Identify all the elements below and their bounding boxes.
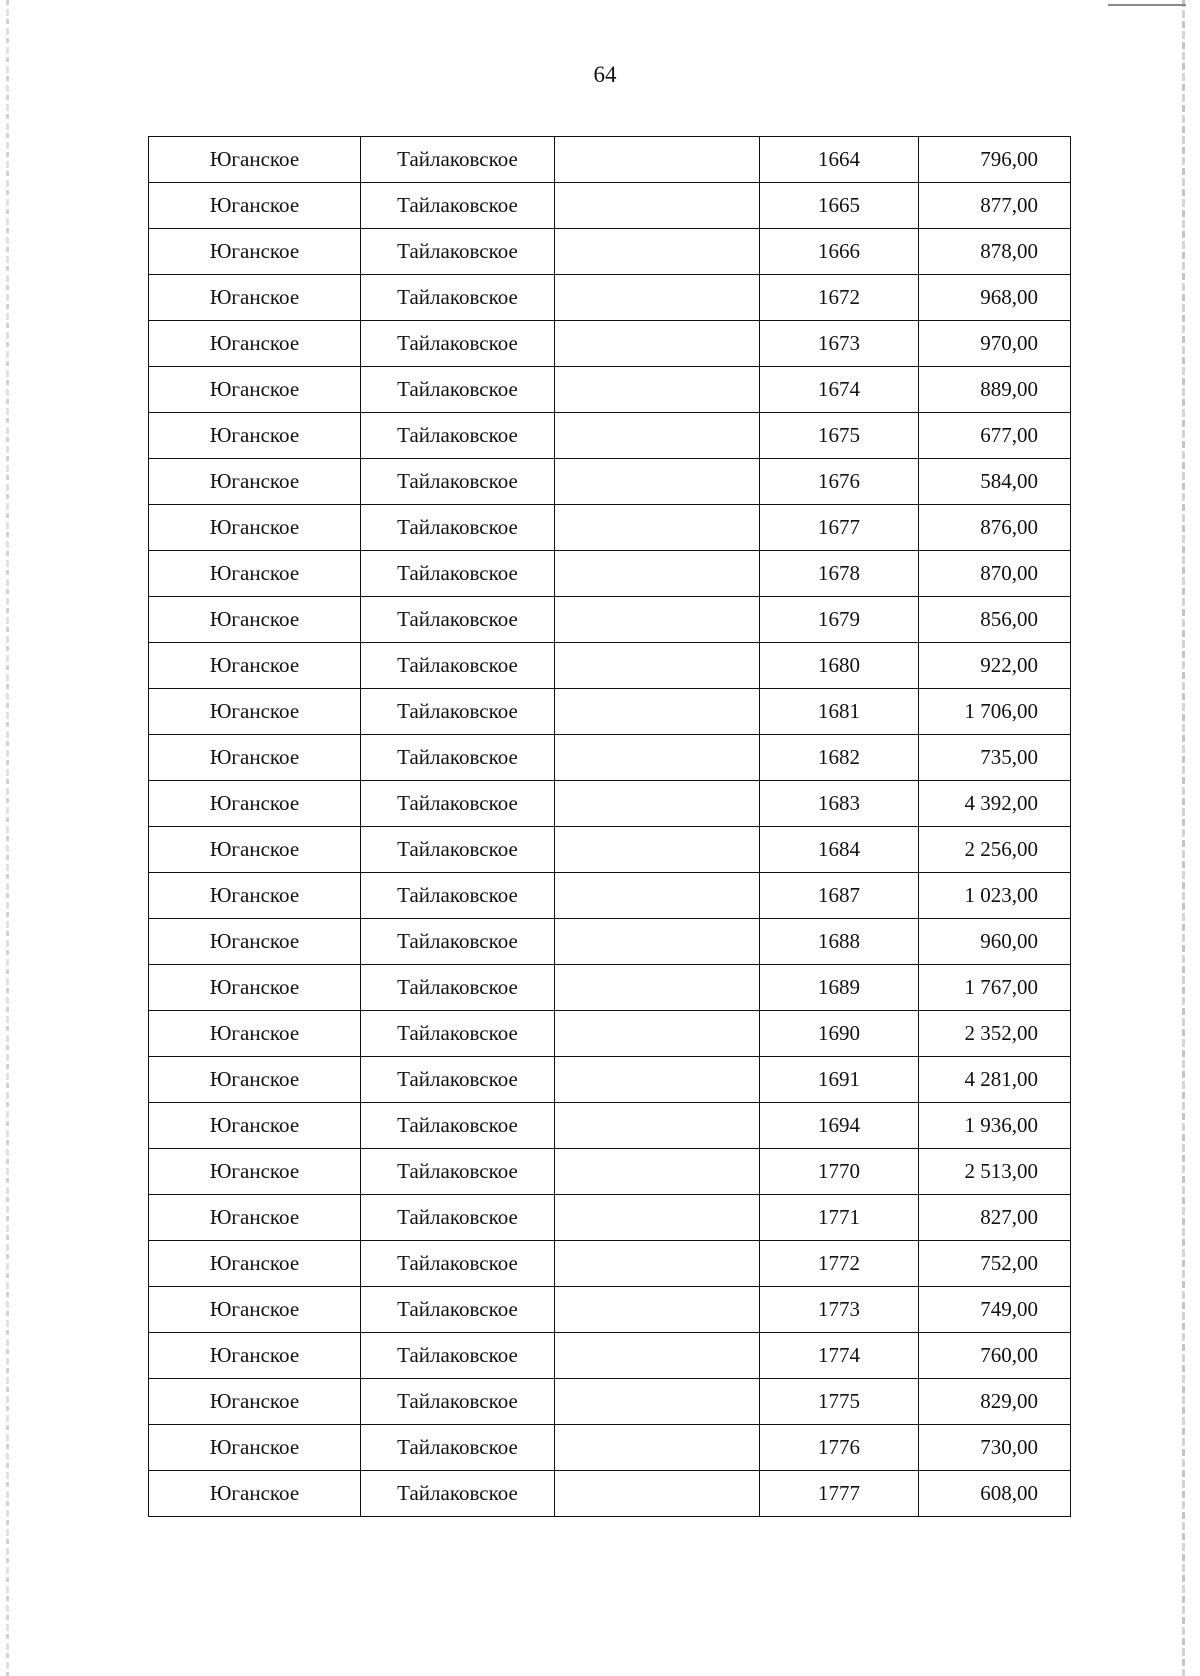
cell-number: 1677 [760,505,919,551]
data-table [148,136,1071,1517]
cell-empty [555,229,760,275]
cell-empty [555,1057,760,1103]
cell-number: 1676 [760,459,919,505]
cell-number: 1691 [760,1057,919,1103]
cell-area: Тайлаковское [361,827,555,873]
cell-value: 4 281,00 [919,1057,1071,1103]
cell-deposit: Юганское [149,1057,361,1103]
cell-value: 760,00 [919,1333,1071,1379]
cell-number: 1776 [760,1425,919,1471]
cell-area: Тайлаковское [361,137,555,183]
table-row [149,551,1071,597]
cell-number: 1694 [760,1103,919,1149]
cell-deposit: Юганское [149,321,361,367]
cell-value: 877,00 [919,183,1071,229]
cell-number: 1680 [760,643,919,689]
cell-empty [555,919,760,965]
cell-number: 1665 [760,183,919,229]
cell-area: Тайлаковское [361,1103,555,1149]
cell-value: 968,00 [919,275,1071,321]
table-row [149,643,1071,689]
cell-deposit: Юганское [149,689,361,735]
cell-value: 870,00 [919,551,1071,597]
cell-area: Тайлаковское [361,1057,555,1103]
scan-corner-line [1108,4,1186,6]
cell-empty [555,689,760,735]
cell-deposit: Юганское [149,1379,361,1425]
cell-area: Тайлаковское [361,229,555,275]
cell-value: 796,00 [919,137,1071,183]
cell-value: 922,00 [919,643,1071,689]
cell-number: 1684 [760,827,919,873]
cell-empty [555,275,760,321]
table-body [149,137,1071,1517]
cell-value: 829,00 [919,1379,1071,1425]
cell-deposit: Юганское [149,183,361,229]
cell-area: Тайлаковское [361,643,555,689]
cell-number: 1664 [760,137,919,183]
cell-number: 1673 [760,321,919,367]
cell-deposit: Юганское [149,1471,361,1517]
table-row [149,321,1071,367]
cell-deposit: Юганское [149,1149,361,1195]
cell-empty [555,597,760,643]
cell-deposit: Юганское [149,1011,361,1057]
cell-number: 1777 [760,1471,919,1517]
cell-area: Тайлаковское [361,413,555,459]
table-row [149,1287,1071,1333]
cell-value: 876,00 [919,505,1071,551]
cell-value: 677,00 [919,413,1071,459]
cell-deposit: Юганское [149,229,361,275]
cell-value: 1 023,00 [919,873,1071,919]
cell-number: 1674 [760,367,919,413]
table-row [149,459,1071,505]
cell-area: Тайлаковское [361,183,555,229]
cell-deposit: Юганское [149,965,361,1011]
cell-empty [555,1241,760,1287]
cell-number: 1679 [760,597,919,643]
cell-value: 878,00 [919,229,1071,275]
cell-empty [555,137,760,183]
cell-empty [555,321,760,367]
cell-deposit: Юганское [149,1103,361,1149]
cell-value: 752,00 [919,1241,1071,1287]
table-row [149,873,1071,919]
cell-empty [555,459,760,505]
cell-value: 889,00 [919,367,1071,413]
cell-area: Тайлаковское [361,367,555,413]
cell-empty [555,505,760,551]
cell-number: 1688 [760,919,919,965]
cell-deposit: Юганское [149,413,361,459]
cell-number: 1690 [760,1011,919,1057]
cell-empty [555,413,760,459]
cell-deposit: Юганское [149,505,361,551]
cell-empty [555,1287,760,1333]
page-number: 64 [593,62,617,87]
cell-empty [555,1195,760,1241]
cell-number: 1775 [760,1379,919,1425]
cell-value: 2 513,00 [919,1149,1071,1195]
table-row [149,183,1071,229]
cell-area: Тайлаковское [361,689,555,735]
cell-value: 2 352,00 [919,1011,1071,1057]
cell-empty [555,367,760,413]
table-row [149,1011,1071,1057]
cell-number: 1687 [760,873,919,919]
cell-area: Тайлаковское [361,735,555,781]
cell-value: 2 256,00 [919,827,1071,873]
table-row [149,689,1071,735]
cell-area: Тайлаковское [361,1195,555,1241]
cell-number: 1770 [760,1149,919,1195]
cell-empty [555,643,760,689]
cell-empty [555,735,760,781]
cell-area: Тайлаковское [361,1471,555,1517]
cell-area: Тайлаковское [361,1241,555,1287]
cell-area: Тайлаковское [361,965,555,1011]
cell-number: 1675 [760,413,919,459]
cell-deposit: Юганское [149,1333,361,1379]
cell-empty [555,827,760,873]
cell-value: 856,00 [919,597,1071,643]
cell-empty [555,1149,760,1195]
cell-area: Тайлаковское [361,275,555,321]
table-row [149,827,1071,873]
cell-value: 584,00 [919,459,1071,505]
cell-value: 735,00 [919,735,1071,781]
cell-value: 608,00 [919,1471,1071,1517]
cell-number: 1678 [760,551,919,597]
cell-deposit: Юганское [149,1425,361,1471]
cell-area: Тайлаковское [361,873,555,919]
cell-empty [555,1103,760,1149]
cell-area: Тайлаковское [361,1425,555,1471]
cell-deposit: Юганское [149,459,361,505]
table-row [149,229,1071,275]
cell-area: Тайлаковское [361,919,555,965]
cell-number: 1772 [760,1241,919,1287]
cell-empty [555,1471,760,1517]
cell-area: Тайлаковское [361,321,555,367]
cell-area: Тайлаковское [361,459,555,505]
cell-number: 1666 [760,229,919,275]
cell-deposit: Юганское [149,1241,361,1287]
cell-deposit: Юганское [149,919,361,965]
table-row [149,919,1071,965]
cell-empty [555,781,760,827]
cell-deposit: Юганское [149,275,361,321]
table-row [149,597,1071,643]
table-row [149,1425,1071,1471]
table-row [149,1103,1071,1149]
cell-deposit: Юганское [149,735,361,781]
cell-deposit: Юганское [149,1287,361,1333]
cell-deposit: Юганское [149,137,361,183]
cell-area: Тайлаковское [361,1287,555,1333]
cell-value: 960,00 [919,919,1071,965]
table-row [149,413,1071,459]
cell-deposit: Юганское [149,643,361,689]
table-row [149,965,1071,1011]
table-row [149,781,1071,827]
cell-number: 1771 [760,1195,919,1241]
cell-deposit: Юганское [149,827,361,873]
table-row [149,1333,1071,1379]
cell-number: 1681 [760,689,919,735]
cell-area: Тайлаковское [361,1149,555,1195]
table-row [149,1057,1071,1103]
cell-value: 827,00 [919,1195,1071,1241]
cell-value: 1 767,00 [919,965,1071,1011]
cell-deposit: Юганское [149,781,361,827]
scan-edge-right [1182,0,1185,1676]
table-row [149,1379,1071,1425]
cell-area: Тайлаковское [361,1011,555,1057]
cell-number: 1682 [760,735,919,781]
table-row [149,1195,1071,1241]
cell-value: 749,00 [919,1287,1071,1333]
cell-area: Тайлаковское [361,781,555,827]
cell-deposit: Юганское [149,597,361,643]
table-row [149,1471,1071,1517]
table-row [149,505,1071,551]
cell-deposit: Юганское [149,873,361,919]
cell-empty [555,1333,760,1379]
cell-deposit: Юганское [149,551,361,597]
cell-deposit: Юганское [149,367,361,413]
scan-edge-left [6,0,9,1676]
cell-number: 1773 [760,1287,919,1333]
cell-number: 1774 [760,1333,919,1379]
table-row [149,275,1071,321]
cell-empty [555,1425,760,1471]
cell-value: 970,00 [919,321,1071,367]
cell-value: 4 392,00 [919,781,1071,827]
cell-area: Тайлаковское [361,597,555,643]
cell-value: 730,00 [919,1425,1071,1471]
cell-area: Тайлаковское [361,505,555,551]
table-row [149,1241,1071,1287]
cell-value: 1 936,00 [919,1103,1071,1149]
cell-empty [555,551,760,597]
cell-area: Тайлаковское [361,1333,555,1379]
cell-empty [555,965,760,1011]
cell-area: Тайлаковское [361,1379,555,1425]
cell-area: Тайлаковское [361,551,555,597]
cell-empty [555,1379,760,1425]
table-row [149,1149,1071,1195]
cell-number: 1683 [760,781,919,827]
cell-number: 1672 [760,275,919,321]
cell-empty [555,873,760,919]
cell-empty [555,183,760,229]
cell-deposit: Юганское [149,1195,361,1241]
cell-empty [555,1011,760,1057]
table-row [149,367,1071,413]
table-row [149,137,1071,183]
cell-value: 1 706,00 [919,689,1071,735]
cell-number: 1689 [760,965,919,1011]
table-row [149,735,1071,781]
